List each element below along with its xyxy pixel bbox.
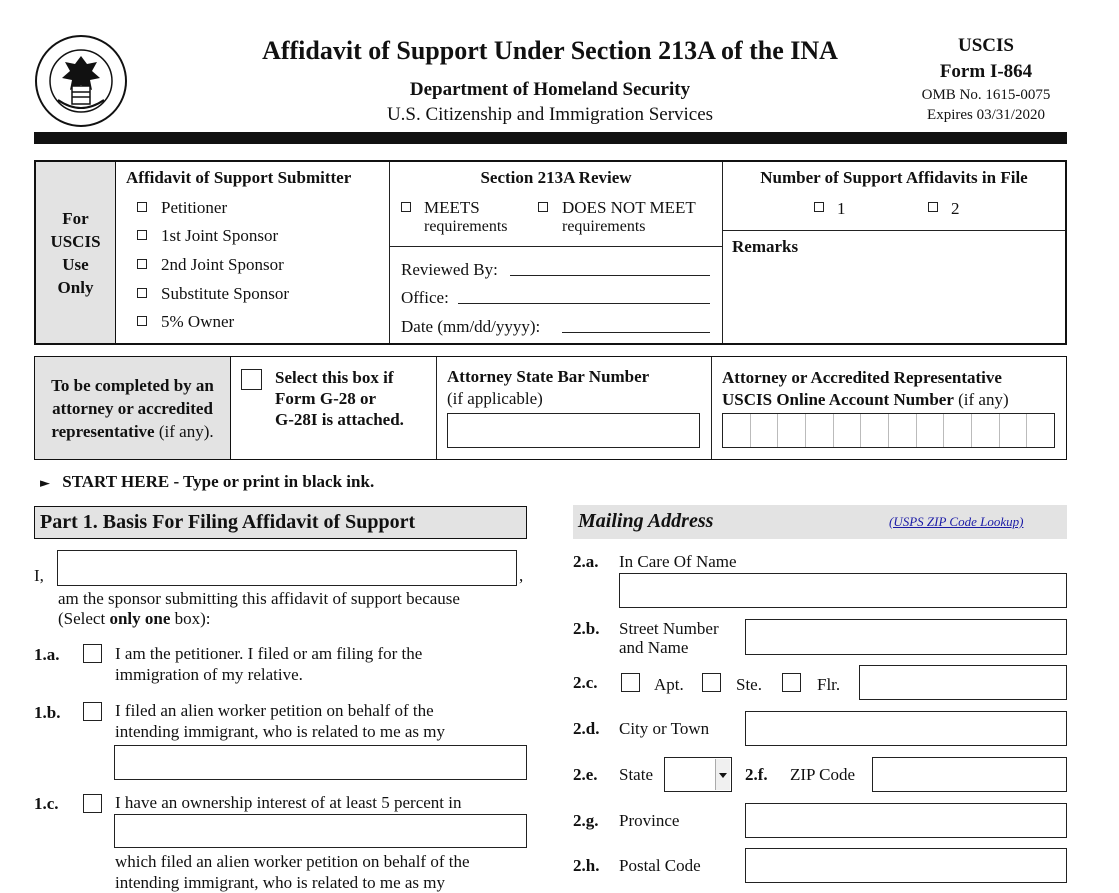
number-option-2: 2 xyxy=(951,199,960,218)
arrow-right-icon: ► xyxy=(40,476,50,491)
item-1a-text: I am the petitioner. I filed or am filing for the immigration of my relative. xyxy=(115,644,423,684)
item-1b-text: I filed an alien worker petition on behalf of the intending immigrant, who is related to me as my xyxy=(115,701,446,741)
item-1a-number: 1.a. xyxy=(34,645,60,664)
province-number: 2.g. xyxy=(573,811,599,830)
review-title: Section 213A Review xyxy=(480,168,632,187)
zip-number: 2.f. xyxy=(745,765,768,784)
street-number: 2.b. xyxy=(573,619,600,638)
item-1c-text: I have an ownership interest of at least 5 percent in xyxy=(115,793,462,812)
mailing-header: Mailing Address (USPS ZIP Code Lookup) xyxy=(573,505,1067,539)
remarks-label: Remarks xyxy=(732,237,799,256)
form-title: Affidavit of Support Under Section 213A of the INA xyxy=(262,36,838,65)
date-label: Date (mm/dd/yyyy): xyxy=(401,317,541,336)
department-name: Department of Homeland Security xyxy=(409,79,691,100)
bar-number-field[interactable] xyxy=(447,413,700,448)
number-option-1: 1 xyxy=(837,199,846,218)
province-field[interactable] xyxy=(745,803,1067,838)
uscis-label: USCIS xyxy=(958,35,1014,56)
bar-number-title: Attorney State Bar Number xyxy=(447,367,650,386)
select-instruction: (Select only one box): xyxy=(58,609,211,628)
part1-header: Part 1. Basis For Filing Affidavit of Support xyxy=(34,506,527,539)
state-label: State xyxy=(619,765,653,784)
postal-number: 2.h. xyxy=(573,856,600,875)
online-account-field[interactable] xyxy=(722,413,1055,448)
not-meets-checkbox[interactable] xyxy=(538,202,548,212)
apt-checkbox[interactable] xyxy=(621,673,640,692)
item-1c-number: 1.c. xyxy=(34,794,59,813)
ste-checkbox[interactable] xyxy=(702,673,721,692)
i-label: I, xyxy=(34,566,44,585)
item-1b-number: 1.b. xyxy=(34,703,61,722)
attorney-instruction: To be completed by an attorney or accredited representative (if any). xyxy=(51,376,214,441)
item-1c-text-continued: which filed an alien worker petition on behalf of the intending immigrant, who is related to me as my xyxy=(115,852,470,892)
agency-name: U.S. Citizenship and Immigration Services xyxy=(386,104,714,125)
header-rule xyxy=(34,132,1067,144)
chevron-down-icon xyxy=(719,773,727,778)
postal-field[interactable] xyxy=(745,848,1067,883)
number-checkbox-1[interactable] xyxy=(814,202,824,212)
relationship-field-1b[interactable] xyxy=(114,745,527,780)
dhs-seal xyxy=(34,34,128,128)
comma-label: , xyxy=(519,566,524,585)
care-of-field[interactable] xyxy=(619,573,1067,608)
office-line[interactable] xyxy=(458,303,710,304)
ste-label: Ste. xyxy=(736,675,762,694)
state-select[interactable] xyxy=(664,757,732,792)
bar-number-sub: (if applicable) xyxy=(447,389,543,408)
zip-field[interactable] xyxy=(872,757,1067,792)
street-label: Street Number and Name xyxy=(619,619,719,657)
zip-lookup-link[interactable]: (USPS ZIP Code Lookup) xyxy=(889,514,1024,529)
office-label: Office: xyxy=(401,288,449,307)
entity-field-1c[interactable] xyxy=(114,814,527,848)
postal-label: Postal Code xyxy=(619,856,701,875)
omb-number: OMB No. 1615-0075 xyxy=(921,87,1051,103)
province-label: Province xyxy=(619,811,680,830)
care-of-label: In Care Of Name xyxy=(619,552,737,571)
city-label: City or Town xyxy=(619,719,710,738)
flr-checkbox[interactable] xyxy=(782,673,801,692)
flr-label: Flr. xyxy=(817,675,841,694)
city-number: 2.d. xyxy=(573,719,600,738)
state-dropdown-button[interactable] xyxy=(715,759,730,790)
sponsor-statement: am the sponsor submitting this affidavit of support because xyxy=(58,589,460,608)
number-title: Number of Support Affidavits in File xyxy=(760,168,1028,187)
reviewed-by-label: Reviewed By: xyxy=(401,260,498,279)
item-1a-checkbox[interactable] xyxy=(83,644,102,663)
apt-label: Apt. xyxy=(654,675,684,694)
unit-number: 2.c. xyxy=(573,673,598,692)
zip-label: ZIP Code xyxy=(790,765,856,784)
start-here: ► START HERE - Type or print in black ink. xyxy=(40,472,375,491)
meets-checkbox[interactable] xyxy=(401,202,411,212)
item-1c-checkbox[interactable] xyxy=(83,794,102,813)
sponsor-name-field[interactable] xyxy=(57,550,517,586)
reviewed-by-line[interactable] xyxy=(510,275,710,276)
item-1b-checkbox[interactable] xyxy=(83,702,102,721)
date-line[interactable] xyxy=(562,332,710,333)
not-meets-label: DOES NOT MEET requirements xyxy=(562,198,696,235)
submitter-title: Affidavit of Support Submitter xyxy=(126,168,352,187)
use-only-label: For USCIS Use Only xyxy=(50,209,101,297)
unit-field[interactable] xyxy=(859,665,1067,700)
g28-checkbox[interactable] xyxy=(241,369,262,390)
expiration-date: Expires 03/31/2020 xyxy=(927,107,1045,123)
meets-label: MEETS requirements xyxy=(424,198,508,235)
g28-label: Select this box if Form G-28 or G-28I is attached. xyxy=(275,368,404,429)
number-checkbox-2[interactable] xyxy=(928,202,938,212)
online-account-title: Attorney or Accredited Representative USCIS Online Account Number (if any) xyxy=(722,368,1009,409)
state-number: 2.e. xyxy=(573,765,598,784)
care-of-number: 2.a. xyxy=(573,552,599,571)
street-field[interactable] xyxy=(745,619,1067,655)
form-number: Form I-864 xyxy=(939,61,1033,82)
city-field[interactable] xyxy=(745,711,1067,746)
